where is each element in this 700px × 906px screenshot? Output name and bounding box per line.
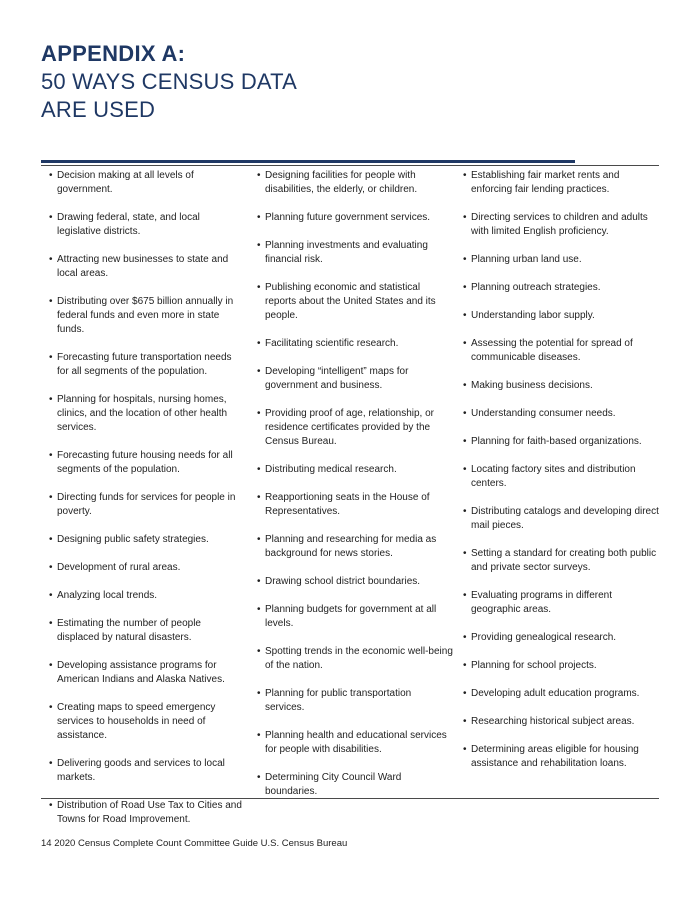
list-item <box>49 211 245 239</box>
list-item <box>257 239 453 267</box>
list-item-text: Development of rural areas. <box>57 562 181 573</box>
bullet-icon: • <box>463 212 467 223</box>
bullet-icon: • <box>49 702 53 713</box>
list-item <box>49 561 245 575</box>
list-item-text: Determining areas eligible for housing assistance and rehabilitation loans. <box>471 744 639 769</box>
list-item-text: Making business decisions. <box>471 380 593 391</box>
list-item-text: Facilitating scientific research. <box>265 338 399 349</box>
bullet-icon: • <box>463 548 467 559</box>
list-item <box>257 365 453 393</box>
bullet-icon: • <box>257 408 261 419</box>
page-title <box>41 40 297 124</box>
list-item-text: Forecasting future transportation needs for all segments of the population. <box>57 352 232 377</box>
list-item-text: Planning investments and evaluating financial risk. <box>265 240 428 265</box>
bullet-icon: • <box>257 282 261 293</box>
bullet-icon: • <box>49 562 53 573</box>
list-item-text: Directing services to children and adults with limited English proficiency. <box>471 212 648 237</box>
bullet-icon: • <box>257 646 261 657</box>
bullet-icon: • <box>463 254 467 265</box>
list-item <box>463 211 659 239</box>
bullet-icon: • <box>257 604 261 615</box>
bullet-icon: • <box>257 170 261 181</box>
title-divider-thick <box>41 160 575 163</box>
list-item <box>257 729 453 757</box>
list-item <box>463 169 659 197</box>
title-line-1: APPENDIX A: <box>41 41 186 66</box>
list-item <box>463 743 659 771</box>
list-item <box>463 407 659 421</box>
bullet-icon: • <box>463 464 467 475</box>
bullet-icon: • <box>463 436 467 447</box>
bullet-icon: • <box>49 450 53 461</box>
bullet-icon: • <box>49 618 53 629</box>
list-item-text: Estimating the number of people displaced by natural disasters. <box>57 618 201 643</box>
bullet-icon: • <box>49 534 53 545</box>
list-item-text: Providing proof of age, relationship, or residence certificates provided by the Census Bureau. <box>265 408 434 447</box>
bullet-icon: • <box>463 660 467 671</box>
page-footer: 14 2020 Census Complete Count Committee Guide U.S. Census Bureau <box>41 838 348 849</box>
list-item-text: Distributing medical research. <box>265 464 397 475</box>
list-item-text: Distributing catalogs and developing direct mail pieces. <box>471 506 659 531</box>
list-item <box>49 351 245 379</box>
list-item-text: Researching historical subject areas. <box>471 716 635 727</box>
list-item <box>257 337 453 351</box>
list-item-text: Planning health and educational services for people with disabilities. <box>265 730 447 755</box>
list-item <box>49 659 245 687</box>
list-item-text: Publishing economic and statistical reports about the United States and its people. <box>265 282 436 321</box>
list-item-text: Spotting trends in the economic well-being of the nation. <box>265 646 453 671</box>
bullet-icon: • <box>463 338 467 349</box>
bullet-icon: • <box>49 758 53 769</box>
bullet-icon: • <box>257 212 261 223</box>
list-item-text: Planning and researching for media as background for news stories. <box>265 534 437 559</box>
list-item <box>463 589 659 617</box>
list-item <box>49 295 245 337</box>
list-item <box>257 575 453 589</box>
bullet-icon: • <box>49 212 53 223</box>
list-item <box>463 281 659 295</box>
list-item-text: Developing adult education programs. <box>471 688 640 699</box>
bullet-icon: • <box>463 282 467 293</box>
bullet-icon: • <box>463 632 467 643</box>
column-2 <box>257 169 453 813</box>
bullet-icon: • <box>49 800 53 811</box>
bullet-icon: • <box>257 688 261 699</box>
list-item <box>257 603 453 631</box>
list-item <box>463 715 659 729</box>
list-item-text: Drawing federal, state, and local legislative districts. <box>57 212 200 237</box>
list-item <box>257 169 453 197</box>
list-item <box>463 631 659 645</box>
bullet-icon: • <box>49 254 53 265</box>
list-item-text: Evaluating programs in different geographic areas. <box>471 590 613 615</box>
top-divider <box>41 165 659 166</box>
list-item <box>49 491 245 519</box>
bullet-icon: • <box>257 240 261 251</box>
list-item-text: Planning for public transportation services. <box>265 688 412 713</box>
list-item <box>463 505 659 533</box>
list-item-text: Understanding consumer needs. <box>471 408 616 419</box>
bullet-icon: • <box>257 492 261 503</box>
title-line-3: ARE USED <box>41 97 156 122</box>
bullet-icon: • <box>463 506 467 517</box>
bullet-icon: • <box>257 366 261 377</box>
list-item <box>257 491 453 519</box>
list-item-text: Drawing school district boundaries. <box>265 576 421 587</box>
list-item <box>463 547 659 575</box>
list-item <box>257 533 453 561</box>
list-item <box>463 687 659 701</box>
list-item-text: Setting a standard for creating both public and private sector surveys. <box>471 548 657 573</box>
list-item <box>49 589 245 603</box>
bullet-icon: • <box>49 590 53 601</box>
list-item <box>49 799 245 827</box>
column-3 <box>463 169 659 785</box>
column-1 <box>49 169 245 841</box>
list-item <box>257 687 453 715</box>
list-item <box>257 407 453 449</box>
list-item <box>49 701 245 743</box>
bullet-icon: • <box>463 590 467 601</box>
bullet-icon: • <box>257 772 261 783</box>
bullet-icon: • <box>463 170 467 181</box>
list-item-text: Developing “intelligent” maps for government and business. <box>265 366 409 391</box>
bullet-icon: • <box>49 352 53 363</box>
list-item-text: Directing funds for services for people in poverty. <box>57 492 236 517</box>
list-item-text: Understanding labor supply. <box>471 310 595 321</box>
list-item <box>49 533 245 547</box>
list-item <box>49 449 245 477</box>
bullet-icon: • <box>49 170 53 181</box>
list-item-text: Creating maps to speed emergency services to households in need of assistance. <box>57 702 216 741</box>
bullet-icon: • <box>257 534 261 545</box>
list-item <box>463 435 659 449</box>
list-item-text: Determining City Council Ward boundaries. <box>265 772 402 797</box>
bullet-icon: • <box>463 716 467 727</box>
bullet-icon: • <box>49 492 53 503</box>
list-item <box>463 253 659 267</box>
list-item <box>463 379 659 393</box>
bullet-icon: • <box>257 464 261 475</box>
list-item-text: Designing facilities for people with disabilities, the elderly, or children. <box>265 170 418 195</box>
title-line-2: 50 WAYS CENSUS DATA <box>41 69 298 94</box>
list-item <box>463 309 659 323</box>
list-item-text: Delivering goods and services to local markets. <box>57 758 225 783</box>
list-item-text: Planning for faith-based organizations. <box>471 436 642 447</box>
bullet-icon: • <box>257 730 261 741</box>
list-item-text: Providing genealogical research. <box>471 632 617 643</box>
list-item <box>463 659 659 673</box>
list-item-text: Decision making at all levels of government. <box>57 170 194 195</box>
list-item-text: Planning for hospitals, nursing homes, clinics, and the location of other health services. <box>57 394 228 433</box>
bottom-divider <box>41 798 659 799</box>
bullet-icon: • <box>463 744 467 755</box>
bullet-icon: • <box>463 408 467 419</box>
bullet-icon: • <box>257 338 261 349</box>
list-item <box>49 617 245 645</box>
bullet-icon: • <box>49 660 53 671</box>
list-item-text: Planning urban land use. <box>471 254 582 265</box>
list-item-text: Planning budgets for government at all levels. <box>265 604 437 629</box>
bullet-icon: • <box>463 380 467 391</box>
list-item-text: Developing assistance programs for American Indians and Alaska Natives. <box>57 660 225 685</box>
list-item-text: Planning outreach strategies. <box>471 282 601 293</box>
list-item-text: Assessing the potential for spread of communicable diseases. <box>471 338 633 363</box>
list-item <box>257 281 453 323</box>
list-item <box>49 757 245 785</box>
list-item-text: Designing public safety strategies. <box>57 534 209 545</box>
list-item-text: Planning future government services. <box>265 212 431 223</box>
list-item-text: Distribution of Road Use Tax to Cities and Towns for Road Improvement. <box>57 800 242 825</box>
list-item-text: Establishing fair market rents and enforcing fair lending practices. <box>471 170 620 195</box>
list-item-text: Planning for school projects. <box>471 660 597 671</box>
list-item <box>49 393 245 435</box>
list-item-text: Reapportioning seats in the House of Representatives. <box>265 492 430 517</box>
list-item <box>257 463 453 477</box>
list-item-text: Locating factory sites and distribution centers. <box>471 464 636 489</box>
bullet-icon: • <box>463 688 467 699</box>
list-item <box>257 211 453 225</box>
list-item-text: Forecasting future housing needs for all segments of the population. <box>57 450 233 475</box>
bullet-icon: • <box>463 310 467 321</box>
bullet-icon: • <box>257 576 261 587</box>
list-item-text: Distributing over $675 billion annually in federal funds and even more in state funds. <box>57 296 234 335</box>
list-item <box>257 771 453 799</box>
bullet-icon: • <box>49 296 53 307</box>
list-item-text: Analyzing local trends. <box>57 590 158 601</box>
list-item-text: Attracting new businesses to state and local areas. <box>57 254 229 279</box>
bullet-icon: • <box>49 394 53 405</box>
list-item <box>463 337 659 365</box>
list-item <box>49 253 245 281</box>
list-item <box>257 645 453 673</box>
list-item <box>463 463 659 491</box>
list-item <box>49 169 245 197</box>
